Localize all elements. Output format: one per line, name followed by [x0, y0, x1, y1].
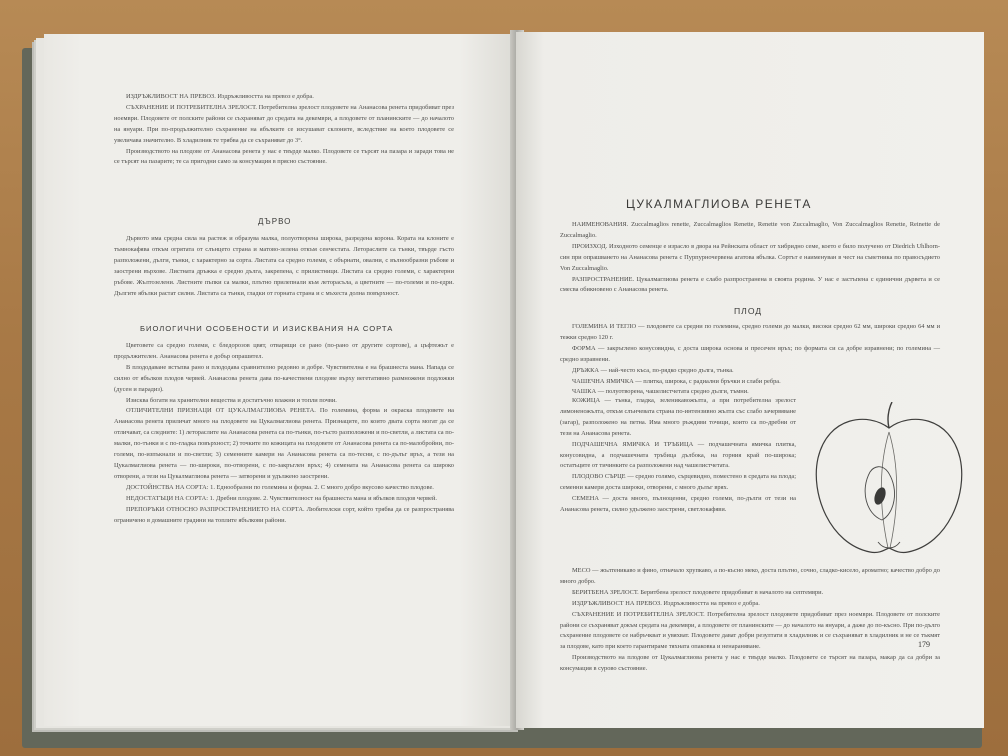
fruit-paragraph: МЕСО — жълтеникаво и фино, отначало хрупкаво, а по-късно меко, доста плътно, сочно, сладко-кисело, ароматно; качество добро до много добро. — [560, 567, 940, 585]
left-block-top — [114, 92, 454, 168]
fruit-heading: ПЛОД — [734, 306, 763, 316]
fruit-paragraph: ЧАШЕЧНА ЯМИЧКА — плитка, широка, с радиални бръчки и слаби ребра. — [572, 377, 781, 385]
fruit-paragraph: СЕМЕНА — доста много, пълноценни, средно големи, по-дълги от тези на Ананасова ренета, силно удължено заострени, светлокафяви. — [560, 495, 796, 514]
fruit-paragraph: ПОДЧАШЕЧНА ЯМИЧКА И ТРЪБИЦА — подчашечната ямичка плитка, конусовидна, а подчашечната тръбица дълбока, на горния край по-широка; остатъците от тичинките са разположени над чашелистчетата. — [560, 440, 796, 470]
right-intro-block — [560, 220, 940, 296]
fruit-block-wrap — [560, 396, 796, 516]
apple-section-illustration — [808, 402, 970, 562]
left-block-bio — [114, 341, 454, 526]
fruit-paragraph: ГОЛЕМИНА И ТЕГЛО — плодовете са средни по големина, средно големи до малки, високи средно 62 мм, широки средно 64 мм и тежки средно 120 г. — [560, 323, 940, 341]
defects-paragraph: НЕДОСТАТЪЦИ НА СОРТА: 1. Дребни плодове. 2. Чувствителност на брашнеста мана и ябълков плодов червей. — [126, 494, 437, 502]
paragraph: Изисква богати на хранителни вещества и достатъчно влажни и топли почви. — [126, 396, 337, 404]
fruit-paragraph: ФОРМА — закръглено конусовидна, с доста широка основа и пресечен връх; по формата си са добре изравнени; по големина — средно изравнени. — [560, 344, 940, 363]
merits-paragraph: ДОСТОЙНСТВА НА СОРТА: 1. Еднообразни по големина и форма. 2. С много добро вкусово качество плодове. — [126, 483, 434, 491]
variety-title: ЦУКАЛМАГЛИОВА РЕНЕТА — [626, 197, 812, 211]
fruit-paragraph: БЕРИТБЕНА ЗРЕЛОСТ. Беритбена зрелост плодовете придобиват в началото на септември. — [572, 588, 824, 596]
fruit-paragraph: СЪХРАНЕНИЕ И ПОТРЕБИТЕЛНА ЗРЕЛОСТ. Потребителна зрелост плодовете придобиват през ноември. Плодовете от полските райони се съхраняват докъм средата на декември, а плодовете от планинските — до началото на януари, а даже до по-късно. При по-дълго съхранение плодовете се набръчкват и увяхват. Плодовете дават добри резултати в хладилник и се съхраняват в хладилник и не се тъкмят за плодове, като при което гарантираме тяхната опаковка и ненараняване. — [560, 610, 940, 651]
fruit-paragraph: КОЖИЦА — тънка, гладка, зеленикавожълта, а при потребителна зрелост лимоненожълта, откъм слънчевата страна по-интензивно жълта със слабо зачервяване (загар), разположено на петна. Има много ръждиви точици, които са по-дребни от тези на Ананасова ренета. — [560, 397, 796, 437]
right-page — [516, 32, 984, 728]
fruit-paragraph: Производството на плодове от Цукалмаглиова ренета у нас е твърде малко. Плодовете се търсят на пазара, макар да са добри за консумация в сурово състояние. — [560, 654, 940, 673]
paragraph: Производството на плодове от Ананасова ренета у нас е твърде малко. Плодовете се търсят на пазара и заради това не се търсят на пазарите; те са пригодни само за консумация в прясно състояние. — [114, 147, 454, 166]
left-block-tree — [114, 234, 454, 299]
page-number: 179 — [918, 640, 930, 649]
spread-paragraph: РАЗПРОСТРАНЕНИЕ. Цукалмаглиова ренета е слабо разпространена в своята родина. У нас е застъпена с единични дървета и се смесва обикновено с Ананасова ренета. — [560, 275, 940, 294]
recommend-paragraph: ПРЕПОРЪКИ ОТНОСНО РАЗПРОСТРАНЕНИЕТО НА СОРТА. Любителски сорт, който трябва да се разпространява ограничено в домашните градини на топлите ябълкови райони. — [114, 505, 454, 524]
paragraph: СЪХРАНЕНИЕ И ПОТРЕБИТЕЛНА ЗРЕЛОСТ. Потребителна зрелост плодовете на Ананасова ренета придобиват през ноември. Плодовете от полските райони се съхраняват до средата на декември, а плодовете от планинските — до началото на януари. При по-продължително съхранение на ябълките се изсушават склоните, вследствие на което плодовете се увеличава значително. В хладилник те трябва да се съхраняват до 3°. — [114, 103, 454, 144]
fruit-paragraph: ПЛОДОВО СЪРЦЕ — средно голямо, сърцевидно, поместено в средата на плода; семенни камери доста широки, отворени, с много дълъг врях. — [560, 473, 796, 492]
fruit-block-bottom — [560, 566, 940, 675]
paragraph: Дървото има средна сила на растеж и образува малка, полуотворена широка, разредена корона. Кората на клоните е тъмнокафява откъм огрятата от слънцето страна и матово-зелена откъм сенчестата. Летораслите са тънки, твърде гъсто разположени, дълги, тънки, с характерно за сорта. Листата са средно големи, с обърнати, овални, с вълнообразни ръбове и заострени върхове. Листната дръжка е средно дълга, закрепена, с прилистници. Листата са средно големи, с характерни ръбове. Жълтозелени. Листните пъпки са малки, плътно прилепнали към леторасъла, а цветните — по-големи и по-едри. Дългите ябълки растат силни. Листата са тънки, гладки от горната страна и с мъхеста долна повърхност. — [114, 235, 454, 297]
left-page — [44, 34, 516, 726]
paragraph: Цветовете са средно големи, с бледорозов цвят, отварящи се рано (по-рано от другите сортове), а цъфтежът е продължителен. Ананасова ренета е добър опрашител. — [114, 342, 454, 360]
tree-heading: ДЪРВО — [258, 217, 292, 226]
paragraph: В плододаване встъпва рано и плододава сравнително редовно и добре. Чувствителна е на брашнеста мана. Напада се силно от ябълков плодов червей. Ананасова ренета дава по-качествени плодове върху вегетативно размножени подложки (дусен и парадиз). — [114, 363, 454, 393]
fruit-paragraph: ЧАШКА — полуотворена, чашелистчетата средно дълги, тъмни. — [572, 388, 749, 396]
fruit-paragraph: ДРЪЖКА — най-често къса, по-рядко средно дълга, тънка. — [572, 366, 734, 374]
paragraph: ОТЛИЧИТЕЛНИ ПРИЗНАЦИ ОТ ЦУКАЛМАГЛИОВА РЕНЕТА. По големина, форма и окраска плодовете на Ананасова ренета приличат много на плодовете на Цукалмаглиова ренета. Признаците, по които двата сорта могат да се отличават, са следните: 1) летораслите на Ананасова ренета са по-тънки, по-гъсто разположени и по-светли, а листата са по-малки, по-тънки и с по-гладка повърхност; 2) точките по кожицата на плодовете от Ананасова ренета са по-малобройни, по-големи, по-изпъкнали и по-светли; 3) семенните камери на Ананасова ренета са по-тесни, с по-дълъг връх, а тези на Цукалмаглиова ренета — по-широки, по-отворени, с по-закръглен връх; 4) семената на Ананасова ренета са широко отворени, а тези на Цукалмаглиова ренета — затворени и удължено заострени. — [114, 407, 454, 480]
fruit-paragraph: ИЗДРЪЖЛИВОСТ НА ПРЕВОЗ. Издръжливостта на превоз е добра. — [572, 599, 760, 607]
origin-paragraph: ПРОИЗХОД. Изходното семенце е израсло в двора на Рейнската област от хибридно семе, което е било получено от Diedrich Uhlhorn-син при опрашването на Ананасова ренета с Пурпурночервена агатова ябълка. Сортът е наименуван в чест на съветника по правосъдието Von Zuccalmaglio. — [560, 242, 940, 272]
names-paragraph: НАИМЕНОВАНИЯ. Zuccalmaglios renette, Zuccalmaglios Renette, Renette von Zuccalmaglio, Von Zuccalmaglios Renette, Reinette de Zuccalmaglio. — [560, 221, 940, 239]
paragraph: ИЗДРЪЖЛИВОСТ НА ПРЕВОЗ. Издръжливостта на превоз е добра. — [126, 93, 314, 100]
fruit-block-top — [560, 322, 940, 398]
bio-heading: БИОЛОГИЧНИ ОСОБЕНОСТИ И ИЗИСКВАНИЯ НА СОРТА — [140, 324, 394, 333]
